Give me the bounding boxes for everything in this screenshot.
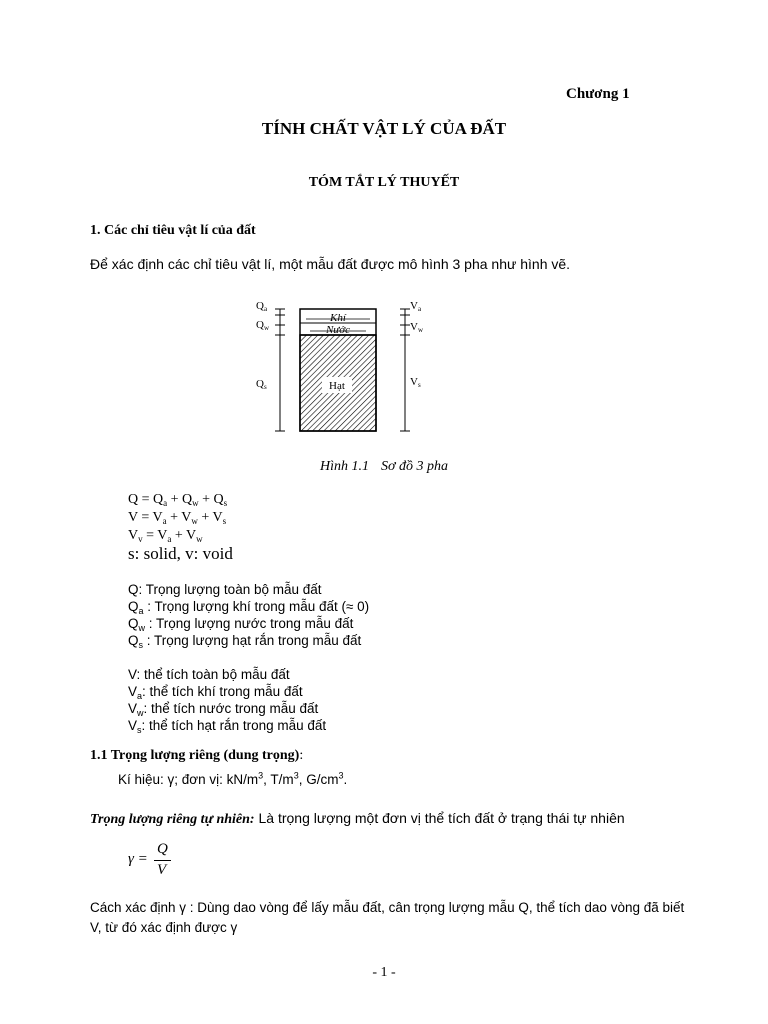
weight-qa: $Q_a$ : Trọng lượng khí trong mẫu đất (≈ 0)	[128, 599, 370, 616]
formula-numerator: Q	[157, 841, 168, 857]
formula-denominator: V	[157, 862, 167, 878]
three-phase-diagram-svg	[250, 295, 440, 445]
formula-lhs: γ =	[128, 851, 148, 867]
intro-paragraph: Để xác định các chỉ tiêu vật lí, một mẫu đất được mô hình 3 pha như hình vẽ.	[90, 256, 571, 272]
phase-water-label: Nước	[325, 324, 351, 336]
section-1-1-heading: 1.1 Trọng lượng riêng (dung trọng):	[90, 748, 304, 763]
chapter-label: Chương 1	[566, 86, 630, 102]
volume-v: V: thể tích toàn bộ mẫu đất	[128, 667, 290, 682]
volume-va: $V_a$: thể tích khí trong mẫu đất	[128, 684, 303, 701]
volume-vs: $V_s$: thể tích hạt rắn trong mẫu đất	[128, 718, 327, 735]
label-qa: Qa	[256, 300, 268, 313]
unit-weight-formula	[128, 841, 188, 881]
caption-label: Hình 1.1	[320, 459, 369, 474]
natural-unit-weight-definition: Trọng lượng riêng tự nhiên: Là trọng lượng một đơn vị thể tích đất ở trạng thái tự nhiên	[90, 810, 625, 827]
label-qs: Qs	[256, 378, 267, 391]
three-phase-diagram	[250, 295, 440, 445]
unit-notation: Kí hiệu: γ; đơn vị: $kN/m^3$, $T/m^3$, $G/cm^3$.	[118, 770, 348, 787]
page-title: TÍNH CHẤT VẬT LÝ CỦA ĐẤT	[261, 119, 507, 138]
label-va: Va	[410, 300, 422, 313]
label-qw: Qw	[256, 319, 270, 332]
caption-text: Sơ đồ 3 pha	[381, 459, 448, 474]
equation-note: s: solid, v: void	[128, 544, 233, 563]
label-vw: Vw	[410, 321, 424, 334]
label-vs: Vs	[410, 376, 421, 389]
method-paragraph: Cách xác định γ : Dùng dao vòng để lấy mẫu đất, cân trọng lượng mẫu Q, thể tích dao vòng đã biết V, từ đó xác định được γ	[90, 900, 685, 935]
fraction-bar	[154, 860, 171, 861]
section-heading: 1. Các chỉ tiêu vật lí của đất	[90, 223, 256, 238]
figure-caption	[0, 459, 768, 475]
phase-solid-label: Hạt	[329, 380, 345, 392]
page-subtitle: TÓM TẮT LÝ THUYẾT	[308, 175, 460, 190]
weight-q: Q: Trọng lượng toàn bộ mẫu đất	[128, 582, 322, 597]
weight-qs: $Q_s$ : Trọng lượng hạt rắn trong mẫu đất	[128, 633, 362, 650]
equation-vv: $V_v = V_a + V_w$	[128, 528, 203, 544]
equation-q: $Q = Q_a + Q_w + Q_s$	[128, 492, 228, 508]
page-number: - 1 -	[372, 965, 396, 980]
volume-vw: $V_w$: thể tích nước trong mẫu đất	[128, 701, 319, 718]
weight-qw: $Q_w$ : Trọng lượng nước trong mẫu đất	[128, 616, 354, 633]
phase-air-label: Khí	[330, 312, 346, 324]
equation-v: $V = V_a + V_w + V_s$	[128, 510, 227, 526]
